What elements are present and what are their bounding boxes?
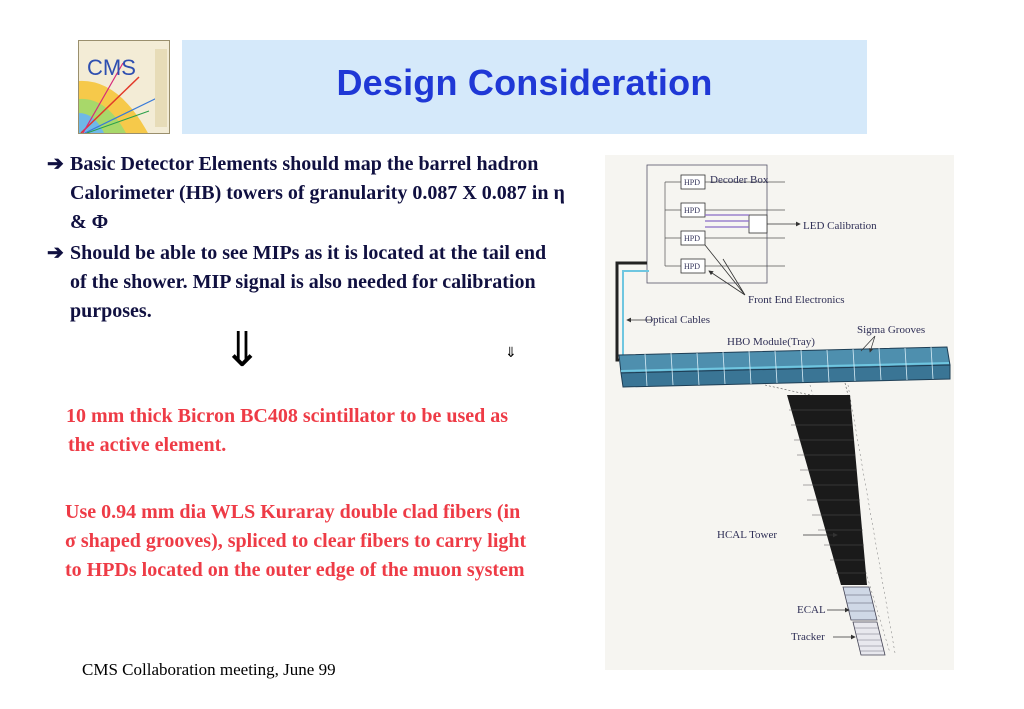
hcal-tower <box>787 395 867 585</box>
detector-diagram <box>605 155 954 670</box>
hpd-label: HPD <box>684 178 701 187</box>
title-band <box>182 40 867 134</box>
label-hcal-tower: HCAL Tower <box>717 529 778 541</box>
label-front-end-electronics: Front End Electronics <box>748 294 845 306</box>
down-arrow-icon: ⇓ <box>222 324 263 377</box>
detector-figure <box>605 155 954 670</box>
footer-text: CMS Collaboration meeting, June 99 <box>82 660 336 679</box>
label-sigma-grooves: Sigma Grooves <box>857 324 926 336</box>
label-led-calibration: LED Calibration <box>803 220 877 232</box>
bullet-item-2 <box>47 239 567 326</box>
page-title: Design Consideration <box>336 62 713 103</box>
label-tracker: Tracker <box>791 631 825 643</box>
led-box <box>749 215 767 233</box>
label-ecal: ECAL <box>797 604 826 616</box>
label-optical-cables: Optical Cables <box>645 314 711 326</box>
arrow-right-icon: ➔ <box>47 153 64 175</box>
cms-logo <box>78 40 170 134</box>
tracker-block <box>853 622 885 655</box>
bullet-text-2: Should be able to see MIPs as it is located at the tail end of the shower. MIP signal is also needed for calibration purposes. <box>70 242 547 322</box>
down-arrow-small-icon: ⇓ <box>505 346 517 361</box>
hpd-label: HPD <box>684 206 701 215</box>
red-paragraph-fibers: Use 0.94 mm dia WLS Kuraray double clad fibers (in σ shaped grooves), spliced to clear fibers to carry light to HPDs located on the outer edge of the muon system <box>65 501 527 581</box>
red-paragraph-scintillator: 10 mm thick Bicron BC408 scintillator to be used as the active element. <box>66 405 509 456</box>
label-hbo-module: HBO Module(Tray) <box>727 336 815 348</box>
bullet-text-1: Basic Detector Elements should map the barrel hadron Calorimeter (HB) towers of granularity 0.087 X 0.087 in η & Φ <box>70 153 565 233</box>
arrow-right-icon: ➔ <box>47 242 64 264</box>
bullet-item-1 <box>47 150 567 237</box>
logo-text: CMS <box>87 55 136 80</box>
cms-logo-graphic <box>79 41 170 134</box>
label-decoder-box: Decoder Box <box>710 174 769 186</box>
hpd-label: HPD <box>684 234 701 243</box>
hpd-label: HPD <box>684 262 701 271</box>
